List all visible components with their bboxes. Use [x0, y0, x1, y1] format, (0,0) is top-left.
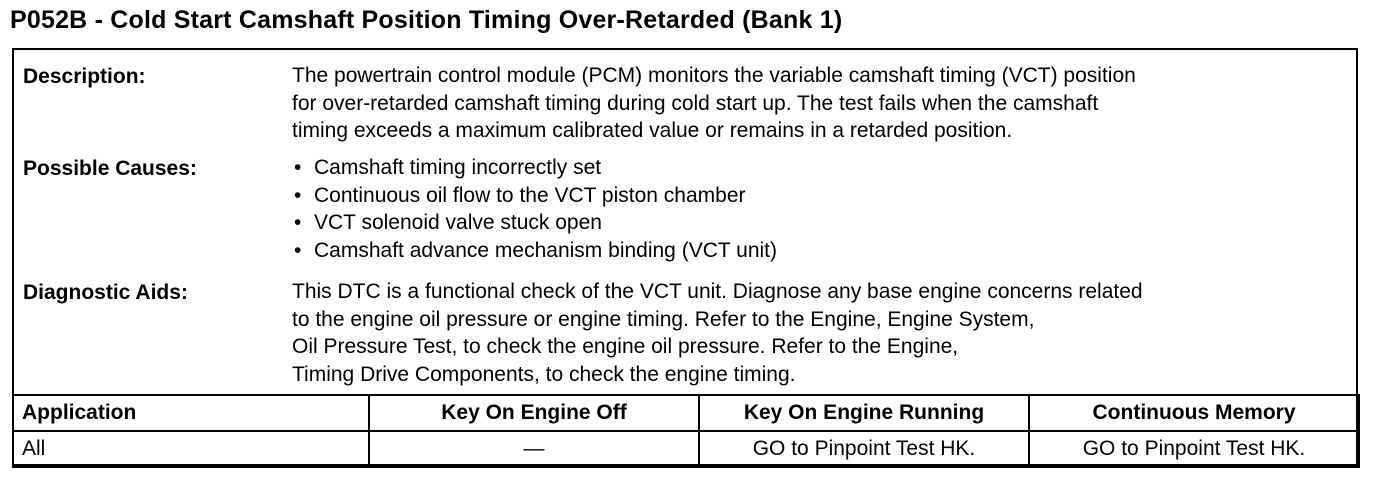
description-label: Description: — [23, 65, 146, 88]
description-line: The powertrain control module (PCM) monitors the variable camshaft timing (VCT) position — [292, 64, 1136, 87]
cell-koeo: — — [369, 431, 699, 467]
cell-continuous-memory: GO to Pinpoint Test HK. — [1029, 431, 1359, 467]
diagnostic-aids-line: to the engine oil pressure or engine timing. Refer to the Engine, Engine System, — [292, 307, 1035, 331]
list-item: • Camshaft timing incorrectly set — [292, 154, 777, 182]
application-table — [12, 394, 1360, 468]
column-header-koer: Key On Engine Running — [699, 395, 1029, 431]
possible-causes-text — [292, 154, 777, 264]
table-header-row — [13, 395, 1359, 431]
possible-causes-list — [292, 154, 777, 264]
description-text — [292, 62, 1136, 145]
cell-koer: GO to Pinpoint Test HK. — [699, 431, 1029, 467]
diagnostic-aids-label: Diagnostic Aids: — [23, 281, 188, 304]
list-item: • Camshaft advance mechanism binding (VCT unit) — [292, 237, 777, 265]
dtc-info-section — [14, 50, 1356, 394]
diagnostic-aids-text — [292, 278, 1143, 388]
possible-causes-label: Possible Causes: — [23, 157, 197, 180]
diagnostic-aids-line: This DTC is a functional check of the VCT unit. Diagnose any base engine concerns related — [292, 280, 1143, 303]
list-item: • VCT solenoid valve stuck open — [292, 209, 777, 237]
dtc-info-frame — [12, 48, 1358, 466]
description-line: timing exceeds a maximum calibrated value or remains in a retarded position. — [292, 119, 1013, 142]
list-item: • Continuous oil flow to the VCT piston chamber — [292, 182, 777, 210]
table-row — [13, 431, 1359, 467]
page-title: P052B - Cold Start Camshaft Position Timing Over-Retarded (Bank 1) — [10, 6, 843, 34]
diagnostic-aids-line: Timing Drive Components, to check the engine timing. — [292, 362, 796, 386]
column-header-koeo: Key On Engine Off — [369, 395, 699, 431]
cell-application: All — [13, 431, 369, 467]
diagnostic-aids-line: Oil Pressure Test, to check the engine oil pressure. Refer to the Engine, — [292, 335, 959, 358]
column-header-application: Application — [13, 395, 369, 431]
column-header-continuous-memory: Continuous Memory — [1029, 395, 1359, 431]
description-line: for over-retarded camshaft timing during cold start up. The test fails when the camshaft — [292, 91, 1099, 115]
